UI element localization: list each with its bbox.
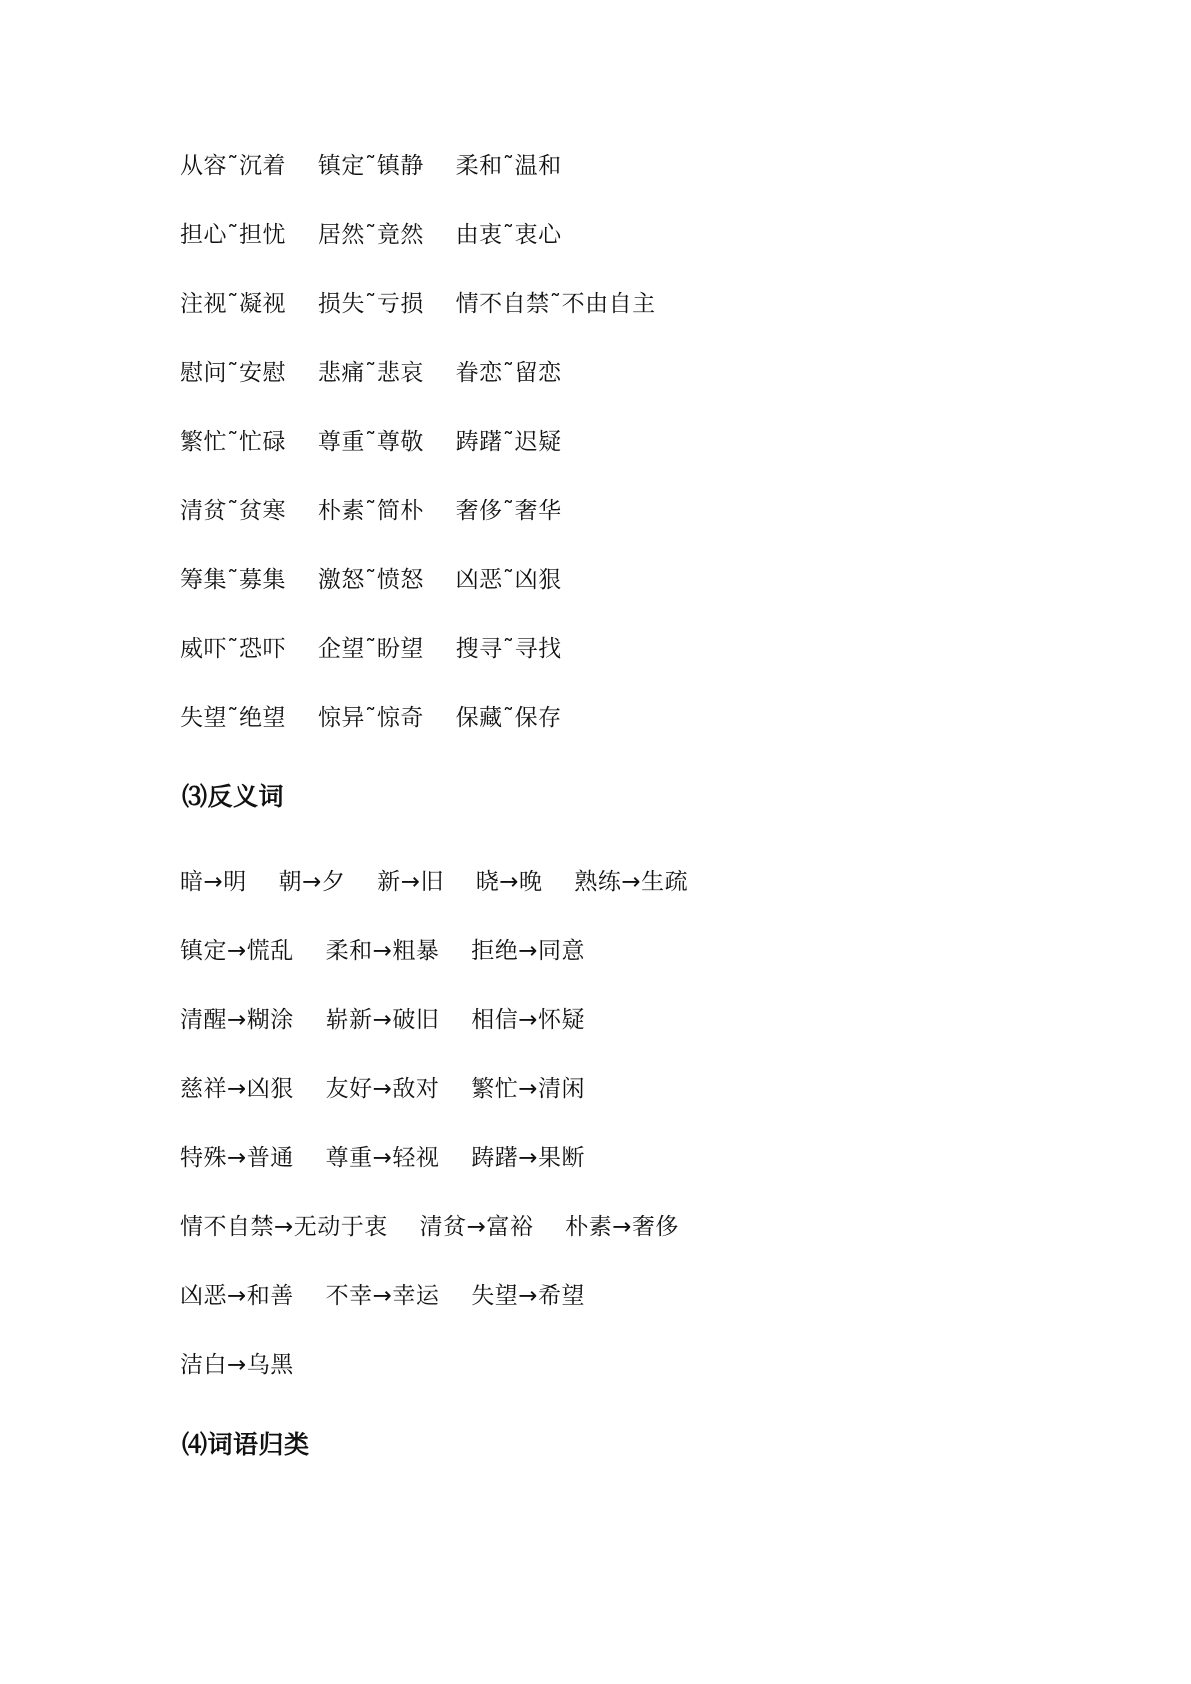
synonym-pair: 由衷˜衷心 [455,222,562,248]
synonym-pair: 繁忙˜忙碌 [180,429,286,455]
synonym-pair: 踌躇˜迟疑 [455,429,562,455]
synonym-row [180,426,562,458]
synonym-row [180,219,562,251]
antonym-pair: 相信→怀疑 [471,1007,585,1033]
antonym-pair: 凶恶→和善 [180,1283,294,1309]
antonym-row [180,1280,585,1312]
antonym-pair: 镇定→慌乱 [180,938,294,964]
synonym-pair: 悲痛˜悲哀 [317,360,424,386]
antonym-row [180,1073,585,1105]
synonym-row [180,633,562,665]
synonym-pair: 眷恋˜留恋 [455,360,562,386]
synonym-pair: 奢侈˜奢华 [455,498,562,524]
synonym-pair: 清贫˜贫寒 [180,498,286,524]
synonym-pair: 损失˜亏损 [317,291,424,317]
antonym-row [180,1349,294,1381]
synonym-row [180,702,562,734]
antonym-row [180,866,688,898]
synonym-pair: 朴素˜简朴 [317,498,424,524]
antonym-pair: 踌躇→果断 [471,1145,585,1171]
synonym-pair: 居然˜竟然 [317,222,424,248]
antonym-pair: 清醒→糊涂 [180,1007,294,1033]
synonym-pair: 凶恶˜凶狠 [455,567,562,593]
antonym-pair: 崭新→破旧 [325,1007,440,1033]
synonym-row [180,288,656,320]
synonym-row [180,150,562,182]
synonym-pair: 情不自禁˜不由自主 [455,291,656,317]
section-heading-antonyms: ⑶反义词 [182,782,285,811]
synonym-pair: 担心˜担忧 [180,222,286,248]
antonym-pair: 暗→明 [180,869,247,895]
synonym-pair: 镇定˜镇静 [317,153,424,179]
synonym-row [180,564,562,596]
antonym-pair: 熟练→生疏 [574,869,689,895]
synonym-pair: 筹集˜募集 [180,567,286,593]
section-heading-classification: ⑷词语归类 [182,1430,310,1459]
synonym-pair: 柔和˜温和 [455,153,562,179]
antonym-row [180,1142,585,1174]
antonym-pair: 洁白→乌黑 [180,1352,294,1378]
synonym-row [180,357,562,389]
antonym-pair: 慈祥→凶狠 [180,1076,294,1102]
antonym-pair: 不幸→幸运 [325,1283,440,1309]
synonym-pair: 搜寻˜寻找 [455,636,562,662]
antonym-pair: 清贫→富裕 [419,1214,534,1240]
synonym-pair: 激怒˜愤怒 [317,567,424,593]
antonym-pair: 特殊→普通 [180,1145,294,1171]
synonym-pair: 尊重˜尊敬 [317,429,424,455]
antonym-pair: 情不自禁→无动于衷 [180,1214,388,1240]
antonym-pair: 繁忙→清闲 [471,1076,585,1102]
antonym-pair: 失望→希望 [471,1283,585,1309]
antonym-pair: 尊重→轻视 [325,1145,440,1171]
antonym-pair: 柔和→粗暴 [325,938,440,964]
antonym-pair: 友好→敌对 [325,1076,440,1102]
synonym-pair: 慰问˜安慰 [180,360,286,386]
antonym-pair: 拒绝→同意 [471,938,585,964]
synonym-pair: 注视˜凝视 [180,291,286,317]
synonym-pair: 从容˜沉着 [180,153,286,179]
antonym-pair: 朴素→奢侈 [565,1214,679,1240]
antonym-pair: 新→旧 [377,869,444,895]
antonym-pair: 晓→晚 [475,869,543,895]
antonym-row [180,1211,679,1243]
synonym-pair: 威吓˜恐吓 [180,636,286,662]
antonym-row [180,935,585,967]
synonym-pair: 惊异˜惊奇 [317,705,424,731]
synonym-row [180,495,562,527]
antonym-pair: 朝→夕 [278,869,346,895]
synonym-pair: 失望˜绝望 [180,705,286,731]
antonym-row [180,1004,585,1036]
synonym-pair: 保藏˜保存 [455,705,562,731]
synonym-pair: 企望˜盼望 [317,636,424,662]
